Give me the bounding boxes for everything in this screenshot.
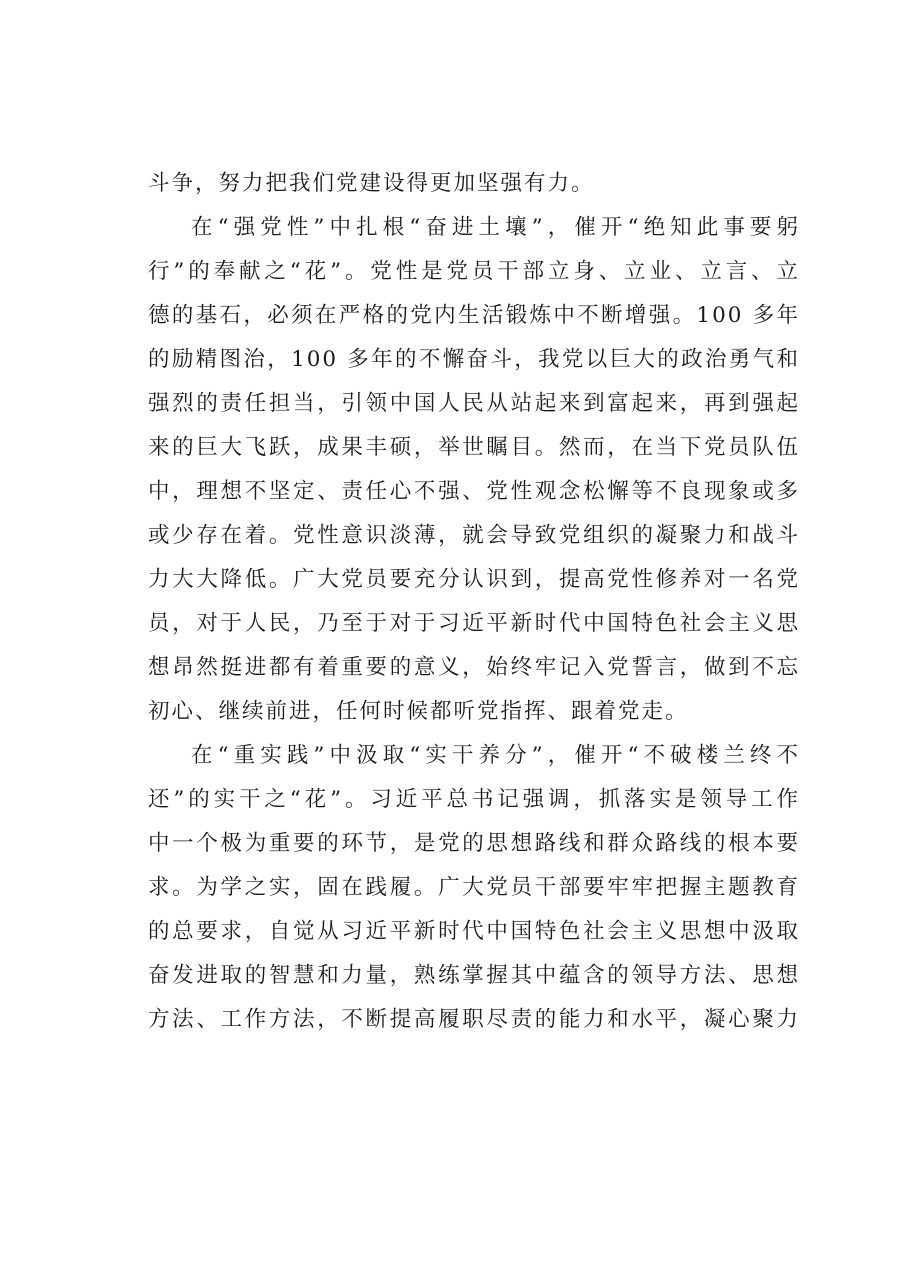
paragraph-practice: [148, 734, 800, 1042]
paragraph-continuation: [148, 162, 800, 206]
text-line: 或少存在着。党性意识淡薄，就会导致党组织的凝聚力和战斗: [148, 523, 800, 548]
text-line: 方法、工作方法，不断提高履职尽责的能力和水平，凝心聚力: [148, 1007, 800, 1032]
text-line: 来的巨大飞跃，成果丰硕，举世瞩目。然而，在当下党员队伍: [148, 435, 800, 460]
text-line: 还”的实干之“花”。习近平总书记强调，抓落实是领导工作: [148, 787, 800, 812]
text-line: 强烈的责任担当，引领中国人民从站起来到富起来，再到强起: [148, 391, 800, 416]
text-line: 力大大降低。广大党员要充分认识到，提高党性修养对一名党: [148, 567, 800, 592]
text-line: 在“重实践”中汲取“实干养分”，催开“不破楼兰终不: [191, 743, 800, 768]
text-line: 的励精图治，100 多年的不懈奋斗，我党以巨大的政治勇气和: [148, 347, 800, 372]
text-line: 初心、继续前进，任何时候都听党指挥、跟着党走。: [148, 699, 689, 724]
text-line: 员，对于人民，乃至于对于习近平新时代中国特色社会主义思: [148, 611, 800, 636]
text-line: 德的基石，必须在严格的党内生活锻炼中不断增强。100 多年: [148, 303, 800, 328]
text-line: 中一个极为重要的环节，是党的思想路线和群众路线的根本要: [148, 831, 800, 856]
text-line: 求。为学之实，固在践履。广大党员干部要牢牢把握主题教育: [148, 875, 800, 900]
text-line: 中，理想不坚定、责任心不强、党性观念松懈等不良现象或多: [148, 479, 800, 504]
text-line: 的总要求，自觉从习近平新时代中国特色社会主义思想中汲取: [148, 919, 800, 944]
text-line: 奋发进取的智慧和力量，熟练掌握其中蕴含的领导方法、思想: [148, 963, 800, 988]
text-line: 斗争，努力把我们党建设得更加坚强有力。: [148, 171, 595, 196]
text-line: 想昂然挺进都有着重要的意义，始终牢记入党誓言，做到不忘: [148, 655, 800, 680]
text-line: 在“强党性”中扎根“奋进土壤”，催开“绝知此事要躬: [191, 215, 800, 240]
paragraph-party-spirit: [148, 206, 800, 734]
body-text: [148, 162, 800, 1042]
text-line: 行”的奉献之“花”。党性是党员干部立身、立业、立言、立: [148, 259, 800, 284]
